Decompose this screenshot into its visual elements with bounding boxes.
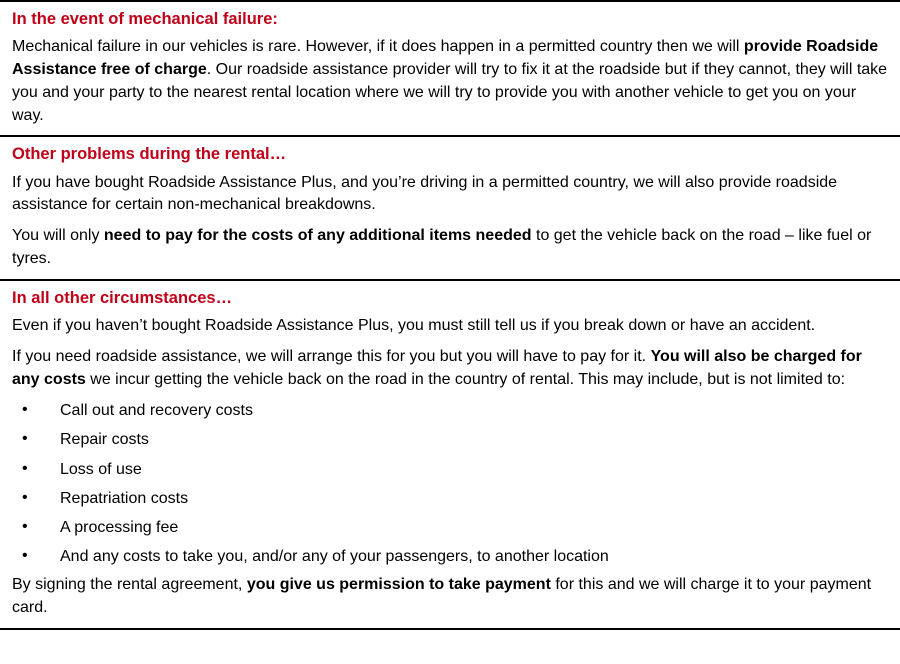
list-item: • A processing fee (12, 516, 890, 539)
section-heading: Other problems during the rental… (12, 145, 287, 164)
paragraph: If you have bought Roadside Assistance Plus, and you’re driving in a permitted country, we will also provide roadside assistance for certain non-mechanical breakdowns. (12, 173, 838, 214)
section-other-problems (0, 137, 900, 280)
section-heading: In all other circumstances… (12, 288, 233, 307)
paragraph: If you need roadside assistance, we will arrange this for you but you will have to pay for it. You will also be charged for any costs we incur getting the vehicle back on the road in the country of rental. This may include, but is not limited to: (12, 347, 862, 388)
paragraph: By signing the rental agreement, you give us permission to take payment for this and we will charge it to your payment card. (12, 576, 872, 617)
paragraph: Mechanical failure in our vehicles is rare. However, if it does happen in a permitted country then we will provide Roadside Assistance free of charge. Our roadside assistance provider will try to fix it at the roadside but if they cannot, they will take you and your party to the nearest rental location where we will try to provide you with another vehicle to get you on your way. (12, 38, 888, 124)
section-mechanical-failure (0, 2, 900, 137)
bullet-list (12, 399, 890, 568)
section-all-other-circumstances (0, 281, 900, 628)
section-heading: In the event of mechanical failure: (12, 10, 278, 28)
paragraph: Even if you haven’t bought Roadside Assistance Plus, you must still tell us if you break down or have an accident. (12, 317, 816, 335)
list-item: • Repatriation costs (12, 487, 890, 510)
list-item: • Loss of use (12, 458, 890, 481)
list-item: • Repair costs (12, 428, 890, 451)
paragraph: You will only need to pay for the costs of any additional items needed to get the vehicle back on the road – like fuel or tyres. (12, 227, 872, 267)
list-item: • And any costs to take you, and/or any of your passengers, to another location (12, 545, 890, 568)
list-item: • Call out and recovery costs (12, 399, 890, 422)
